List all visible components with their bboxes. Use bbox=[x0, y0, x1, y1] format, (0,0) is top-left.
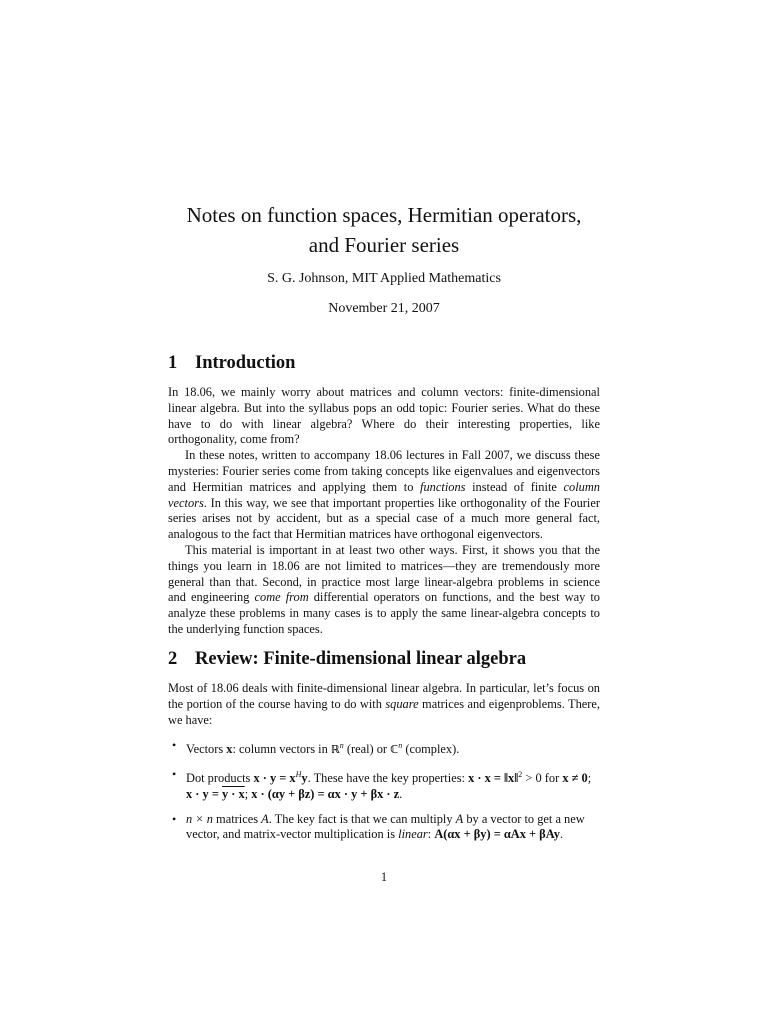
emphasis-linear: linear bbox=[398, 827, 428, 842]
text-run: ; bbox=[244, 786, 252, 801]
section-2-title: Review: Finite-dimensional linear algebra bbox=[195, 649, 527, 669]
text-run: . bbox=[559, 827, 564, 842]
title-line-2: and Fourier series bbox=[308, 233, 460, 257]
text-run: This material is important in at least two other ways. First, it shows you that the things you learn in 18.06 are not limited to matrices—they are tremendously more general than that. Second, in practice most large linear-algebra problems in science and engineering bbox=[168, 542, 600, 605]
text-run: Vectors bbox=[186, 742, 227, 757]
date-line: November 21, 2007 bbox=[328, 301, 440, 316]
section-1-number: 1 bbox=[168, 353, 178, 373]
page-number: 1 bbox=[380, 870, 388, 884]
section-2-paragraph-1 bbox=[168, 681, 600, 728]
math-square: 2 bbox=[518, 769, 523, 779]
text-run: (complex). bbox=[402, 742, 460, 757]
section-2-heading-block bbox=[168, 647, 600, 671]
math-n-by-n: n × n bbox=[186, 811, 213, 826]
math-x: x bbox=[226, 742, 233, 757]
text-run: by a vector to get a new vector, and matrix-vector multiplication is bbox=[186, 811, 585, 842]
math-conjugate-symmetry: x · y = bbox=[186, 786, 222, 801]
text-run: In these notes, written to accompany 18.06 lectures in Fall 2007, we discuss these mysteries: Fourier series come from taking concepts like eigenvalues and eigenvectors and Hermitian matrices and applying them to bbox=[168, 448, 600, 494]
math-hermitian-superscript: H bbox=[295, 769, 302, 779]
section-1-paragraph-2 bbox=[168, 448, 600, 543]
math-positive: > 0 bbox=[522, 771, 542, 786]
section-1-body bbox=[168, 385, 600, 638]
emphasis-come-from: come from bbox=[254, 590, 309, 605]
section-2-number: 2 bbox=[168, 649, 178, 669]
section-1-heading bbox=[168, 351, 600, 375]
math-nonzero: x ≠ 0 bbox=[562, 771, 588, 786]
math-conjugate: y · x bbox=[221, 786, 245, 801]
emphasis-functions: functions bbox=[420, 479, 466, 494]
section-1-heading-block bbox=[168, 351, 600, 375]
section-1-paragraph-3 bbox=[168, 543, 600, 638]
text-run: : column vectors in bbox=[232, 742, 331, 757]
text-run: (real) or bbox=[343, 742, 391, 757]
text-run: for bbox=[541, 771, 563, 786]
bullet-dot-products bbox=[168, 767, 600, 803]
text-run: . These have the key properties: bbox=[307, 771, 469, 786]
text-run: ; bbox=[587, 771, 592, 786]
text-run: differential operators on functions, and the best way to analyze these problems in many cases is to apply the same linear-algebra concepts to the underlying function spaces. bbox=[168, 590, 600, 636]
text-run: matrices bbox=[212, 811, 262, 826]
math-dot-product: x · y = x bbox=[253, 771, 296, 786]
text-run: instead of finite bbox=[465, 479, 564, 494]
bullet-icon: • bbox=[172, 738, 177, 752]
section-1-title: Introduction bbox=[195, 353, 296, 373]
section-2-body bbox=[168, 681, 600, 728]
emphasis-column-vectors: column vectors bbox=[168, 479, 600, 510]
text-run: : bbox=[427, 827, 435, 842]
author-line: S. G. Johnson, MIT Applied Mathematics bbox=[267, 271, 501, 286]
math-A: A bbox=[455, 811, 464, 826]
section-1-paragraph-1: In 18.06, we mainly worry about matrices and column vectors: finite-dimensional linear algebra. But into the syllabus pops an odd topic: Fourier series. What do these have to do with linear algebra? Where do their interesting properties, like orthogonality, come from? bbox=[168, 385, 600, 447]
text-run: . The key fact is that we can multiply bbox=[268, 811, 456, 826]
bullet-icon: • bbox=[172, 766, 177, 781]
math-exponent: n bbox=[398, 741, 403, 750]
section-2-heading bbox=[168, 647, 600, 671]
math-complex: ℂ bbox=[390, 743, 399, 757]
math-exponent: n bbox=[339, 741, 344, 750]
emphasis-square: square bbox=[385, 696, 419, 711]
title-line-1: Notes on function spaces, Hermitian operators, bbox=[186, 203, 582, 227]
math-linearity: x · (αy + βz) = αx · y + βx · z bbox=[251, 786, 400, 801]
review-bullet-list bbox=[168, 738, 600, 852]
bullet-icon: • bbox=[172, 811, 177, 826]
math-y: y bbox=[301, 771, 308, 786]
math-norm: x · x = ‖x‖ bbox=[468, 771, 519, 786]
paper-title bbox=[0, 200, 768, 260]
text-run: matrices and eigenproblems. There, we have: bbox=[168, 696, 600, 727]
text-run: Dot products bbox=[186, 771, 254, 786]
math-A: A bbox=[261, 811, 269, 826]
math-matrix-linearity: A(αx + βy) = αAx + βAy bbox=[434, 827, 560, 842]
text-run: . In this way, we see that important properties like orthogonality of the Fourier series arises not by accident, but as a special case of a much more general fact, analogous to the fact that Hermitian matrices have orthogonal eigenvectors. bbox=[168, 495, 600, 542]
bullet-vectors bbox=[168, 738, 600, 758]
text-run: . bbox=[399, 786, 403, 801]
bullet-matrices bbox=[168, 812, 600, 844]
math-reals: ℝ bbox=[330, 743, 340, 757]
text-run: Most of 18.06 deals with finite-dimensional linear algebra. In particular, let’s focus on the portion of the course having to do with bbox=[168, 681, 600, 711]
